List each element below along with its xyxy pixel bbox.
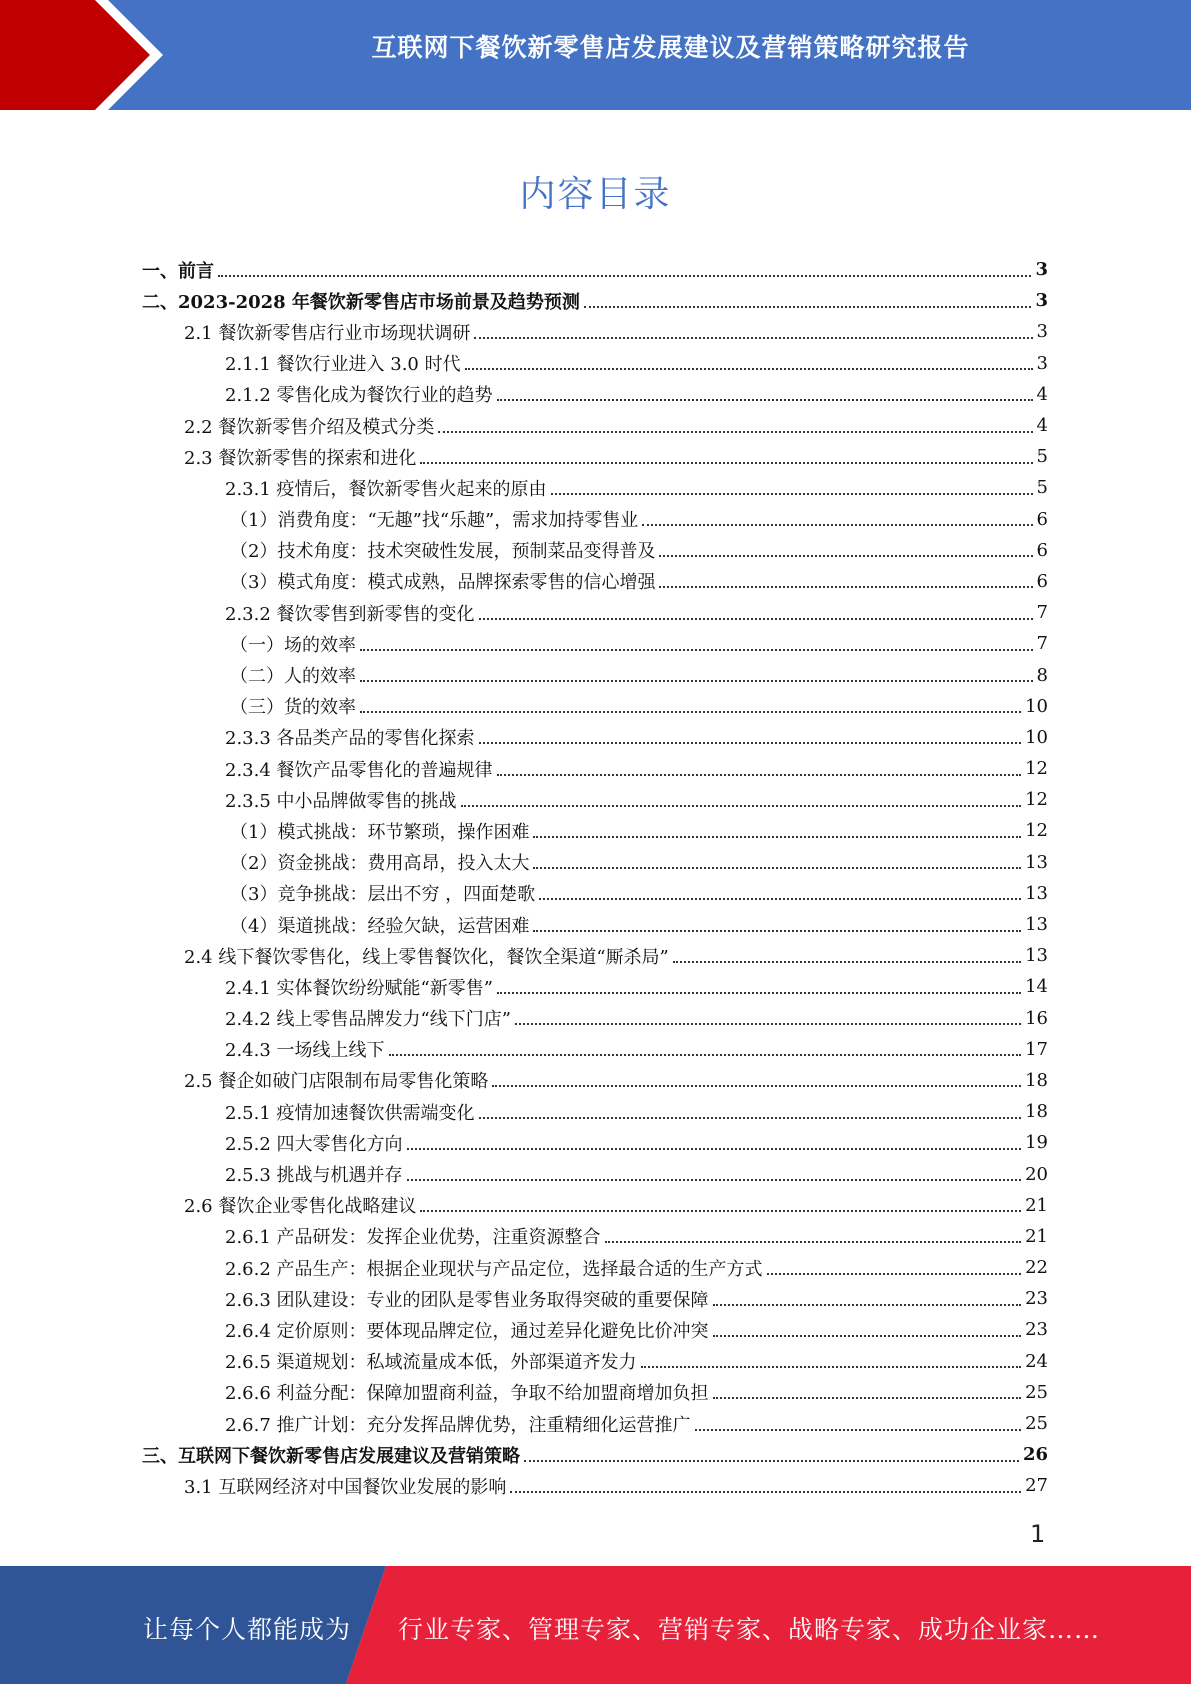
toc-entry-page: 6	[1036, 539, 1048, 561]
toc-entry-page: 10	[1025, 695, 1048, 717]
toc-entry[interactable]	[142, 753, 1048, 784]
toc-dot-leader	[218, 275, 1031, 277]
toc-entry-page: 24	[1025, 1350, 1048, 1372]
toc-dot-leader	[479, 618, 1033, 620]
toc-dot-leader	[360, 711, 1021, 713]
toc-entry[interactable]	[142, 1439, 1048, 1470]
toc-entry-page: 26	[1022, 1444, 1048, 1466]
footer-slogan-left: 让每个人都能成为	[143, 1615, 352, 1644]
toc-dot-leader	[515, 1023, 1021, 1025]
toc-entry-page: 22	[1025, 1257, 1048, 1279]
toc-entry[interactable]	[142, 1096, 1048, 1127]
toc-entry-label: 2.5.3 挑战与机遇并存	[225, 1165, 403, 1187]
toc-entry-label: 2.3 餐饮新零售的探索和进化	[184, 447, 417, 469]
toc-entry-page: 6	[1036, 508, 1048, 530]
toc-entry-page: 13	[1025, 882, 1048, 904]
toc-dot-leader	[497, 992, 1021, 994]
toc-entry-page: 6	[1036, 570, 1048, 592]
toc-entry-label: 2.1.1 餐饮行业进入 3.0 时代	[225, 354, 461, 376]
toc-entry-label: 2.6.2 产品生产：根据企业现状与产品定位，选择最合适的生产方式	[225, 1258, 763, 1280]
toc-entry-page: 18	[1025, 1069, 1048, 1091]
toc-entry[interactable]	[142, 1034, 1048, 1065]
toc-entry-page: 18	[1025, 1101, 1048, 1123]
toc-entry[interactable]	[142, 535, 1048, 566]
toc-dot-leader	[584, 306, 1032, 308]
toc-entry[interactable]	[142, 1003, 1048, 1034]
toc-entry[interactable]	[142, 254, 1048, 285]
toc-entry-page: 14	[1025, 976, 1048, 998]
toc-entry-label: 一、前言	[142, 260, 214, 282]
toc-dot-leader	[713, 1397, 1022, 1399]
toc-entry-label: 2.5.1 疫情加速餐饮供需端变化	[225, 1102, 475, 1124]
toc-dot-leader	[360, 680, 1033, 682]
toc-entry-page: 8	[1036, 664, 1048, 686]
toc-entry-page: 25	[1025, 1381, 1048, 1403]
toc-entry[interactable]	[142, 1470, 1048, 1501]
toc-entry[interactable]	[142, 878, 1048, 909]
toc-entry[interactable]	[142, 1408, 1048, 1439]
toc-dot-leader	[360, 649, 1033, 651]
toc-entry[interactable]	[142, 1127, 1048, 1158]
toc-dot-leader	[438, 431, 1032, 433]
toc-entry-page: 4	[1036, 415, 1048, 437]
toc-entry[interactable]	[142, 971, 1048, 1002]
toc-dot-leader	[605, 1241, 1022, 1243]
toc-dot-leader	[479, 742, 1022, 744]
toc-entry[interactable]	[142, 379, 1048, 410]
toc-dot-leader	[533, 836, 1021, 838]
footer-slogan-right: 行业专家、管理专家、营销专家、战略专家、成功企业家……	[398, 1615, 1101, 1644]
toc-entry-page: 5	[1036, 477, 1048, 499]
toc-dot-leader	[479, 1117, 1022, 1119]
toc-dot-leader	[641, 1366, 1022, 1368]
toc-entry-page: 12	[1025, 758, 1048, 780]
toc-entry-label: 三、互联网下餐饮新零售店发展建议及营销策略	[142, 1445, 520, 1467]
toc-entry-page: 12	[1025, 820, 1048, 842]
toc-dot-leader	[492, 1085, 1021, 1087]
toc-entry-label: 2.2 餐饮新零售介绍及模式分类	[184, 416, 435, 438]
toc-dot-leader	[497, 399, 1033, 401]
toc-dot-leader	[659, 586, 1032, 588]
toc-entry-page: 27	[1025, 1475, 1048, 1497]
toc-entry-label: 2.3.4 餐饮产品零售化的普遍规律	[225, 759, 493, 781]
toc-entry[interactable]	[142, 410, 1048, 441]
toc-entry-label: 2.4.3 一场线上线下	[225, 1040, 385, 1062]
toc-entry-label: 2.4.2 线上零售品牌发力“线下门店”	[225, 1009, 511, 1031]
toc-dot-leader	[465, 368, 1033, 370]
toc-entry-page: 12	[1025, 789, 1048, 811]
toc-entry-page: 3	[1036, 352, 1048, 374]
toc-entry[interactable]	[142, 1377, 1048, 1408]
toc-dot-leader	[524, 1460, 1019, 1462]
toc-entry[interactable]	[142, 1346, 1048, 1377]
toc-entry-page: 19	[1025, 1132, 1048, 1154]
toc-dot-leader	[420, 1210, 1021, 1212]
table-of-contents	[142, 254, 1048, 1502]
toc-entry[interactable]	[142, 1190, 1048, 1221]
toc-dot-leader	[497, 774, 1022, 776]
toc-entry[interactable]	[142, 597, 1048, 628]
toc-entry-label: （2）技术角度：技术突破性发展，预制菜品变得普及	[230, 541, 656, 563]
toc-dot-leader	[539, 898, 1021, 900]
toc-entry-label: （4）渠道挑战：经验欠缺，运营困难	[230, 915, 530, 937]
toc-entry-label: 2.5.2 四大零售化方向	[225, 1133, 403, 1155]
toc-entry-label: 2.3.3 各品类产品的零售化探索	[225, 728, 475, 750]
toc-entry-page: 21	[1025, 1194, 1048, 1216]
toc-entry-label: （1）模式挑战：环节繁琐，操作困难	[230, 821, 530, 843]
toc-entry-label: 2.5 餐企如破门店限制布局零售化策略	[184, 1071, 489, 1093]
toc-entry-page: 10	[1025, 726, 1048, 748]
toc-entry-page: 17	[1025, 1038, 1048, 1060]
toc-dot-leader	[407, 1179, 1022, 1181]
toc-dot-leader	[713, 1335, 1022, 1337]
toc-entry-page: 16	[1025, 1007, 1048, 1029]
toc-dot-leader	[461, 805, 1022, 807]
toc-entry-label: 2.6.7 推广计划：充分发挥品牌优势，注重精细化运营推广	[225, 1414, 691, 1436]
toc-entry-page: 4	[1036, 383, 1048, 405]
toc-entry-page: 3	[1035, 290, 1048, 312]
toc-entry-label: 2.1.2 零售化成为餐饮行业的趋势	[225, 385, 493, 407]
toc-entry-label: 2.3.5 中小品牌做零售的挑战	[225, 790, 457, 812]
toc-entry[interactable]	[142, 722, 1048, 753]
toc-dot-leader	[389, 1054, 1022, 1056]
toc-entry-page: 5	[1036, 446, 1048, 468]
toc-entry[interactable]	[142, 940, 1048, 971]
toc-entry[interactable]	[142, 441, 1048, 472]
toc-entry-label: 2.6.4 定价原则：要体现品牌定位，通过差异化避免比价冲突	[225, 1320, 709, 1342]
header-banner	[0, 0, 1191, 110]
toc-dot-leader	[551, 493, 1033, 495]
toc-entry-label: 2.6 餐饮企业零售化战略建议	[184, 1196, 417, 1218]
toc-entry[interactable]	[142, 909, 1048, 940]
toc-entry-label: 2.6.6 利益分配：保障加盟商利益，争取不给加盟商增加负担	[225, 1383, 709, 1405]
toc-entry[interactable]	[142, 628, 1048, 659]
toc-entry[interactable]	[142, 1283, 1048, 1314]
toc-entry-label: （二）人的效率	[230, 666, 356, 688]
header-title: 互联网下餐饮新零售店发展建议及营销策略研究报告	[371, 33, 970, 62]
toc-entry-page: 13	[1025, 945, 1048, 967]
toc-entry[interactable]	[142, 1065, 1048, 1096]
toc-title: 内容目录	[519, 174, 672, 215]
toc-dot-leader	[767, 1273, 1022, 1275]
toc-entry-page: 7	[1036, 602, 1048, 624]
toc-entry-page: 21	[1025, 1225, 1048, 1247]
toc-entry-label: 2.6.1 产品研发：发挥企业优势，注重资源整合	[225, 1227, 601, 1249]
toc-entry-label: 3.1 互联网经济对中国餐饮业发展的影响	[184, 1476, 507, 1498]
toc-dot-leader	[673, 961, 1021, 963]
toc-entry[interactable]	[142, 691, 1048, 722]
toc-entry-label: 2.3.2 餐饮零售到新零售的变化	[225, 603, 475, 625]
toc-entry-label: （3）模式角度：模式成熟，品牌探索零售的信心增强	[230, 572, 656, 594]
toc-entry[interactable]	[142, 815, 1048, 846]
toc-dot-leader	[713, 1304, 1022, 1306]
toc-dot-leader	[407, 1148, 1022, 1150]
toc-entry-label: 2.4 线下餐饮零售化，线上零售餐饮化，餐饮全渠道“厮杀局”	[184, 946, 669, 968]
toc-entry[interactable]	[142, 1252, 1048, 1283]
toc-entry-page: 25	[1025, 1413, 1048, 1435]
toc-entry[interactable]	[142, 504, 1048, 535]
toc-entry-label: （2）资金挑战：费用高昂，投入太大	[230, 853, 530, 875]
toc-dot-leader	[533, 930, 1021, 932]
toc-entry-page: 13	[1025, 914, 1048, 936]
toc-entry-page: 3	[1035, 259, 1048, 281]
toc-entry-page: 13	[1025, 851, 1048, 873]
toc-entry[interactable]	[142, 1314, 1048, 1345]
toc-entry-page: 23	[1025, 1319, 1048, 1341]
toc-entry-page: 7	[1036, 633, 1048, 655]
toc-entry-label: 2.6.3 团队建设：专业的团队是零售业务取得突破的重要保障	[225, 1289, 709, 1311]
toc-entry-label: 二、2023-2028 年餐饮新零售店市场前景及趋势预测	[142, 291, 580, 313]
toc-entry[interactable]	[142, 316, 1048, 347]
toc-entry[interactable]	[142, 1158, 1048, 1189]
toc-dot-leader	[420, 462, 1032, 464]
page-number: 1	[1030, 1520, 1046, 1548]
toc-dot-leader	[533, 867, 1021, 869]
toc-entry-label: （3）竞争挑战：层出不穷 ，四面楚歌	[230, 884, 536, 906]
toc-entry[interactable]	[142, 659, 1048, 690]
toc-entry[interactable]	[142, 847, 1048, 878]
toc-dot-leader	[695, 1429, 1022, 1431]
toc-dot-leader	[659, 555, 1032, 557]
toc-entry-label: 2.1 餐饮新零售店行业市场现状调研	[184, 322, 471, 344]
toc-entry-label: （一）场的效率	[230, 634, 356, 656]
toc-dot-leader	[474, 337, 1032, 339]
toc-entry[interactable]	[142, 472, 1048, 503]
toc-entry-page: 23	[1025, 1288, 1048, 1310]
toc-entry-label: 2.6.5 渠道规划：私域流量成本低，外部渠道齐发力	[225, 1352, 637, 1374]
toc-entry[interactable]	[142, 1221, 1048, 1252]
toc-entry[interactable]	[142, 348, 1048, 379]
toc-entry-page: 20	[1025, 1163, 1048, 1185]
toc-dot-leader	[642, 524, 1032, 526]
toc-entry-label: 2.3.1 疫情后，餐饮新零售火起来的原由	[225, 478, 547, 500]
toc-entry-label: （三）货的效率	[230, 697, 356, 719]
toc-entry-label: 2.4.1 实体餐饮纷纷赋能“新零售”	[225, 977, 493, 999]
toc-dot-leader	[510, 1491, 1021, 1493]
toc-entry-page: 3	[1036, 321, 1048, 343]
toc-entry[interactable]	[142, 285, 1048, 316]
toc-entry-label: （1）消费角度：“无趣”找“乐趣”，需求加持零售业	[230, 510, 639, 532]
footer-banner	[0, 1566, 1191, 1684]
toc-entry[interactable]	[142, 784, 1048, 815]
toc-entry[interactable]	[142, 566, 1048, 597]
